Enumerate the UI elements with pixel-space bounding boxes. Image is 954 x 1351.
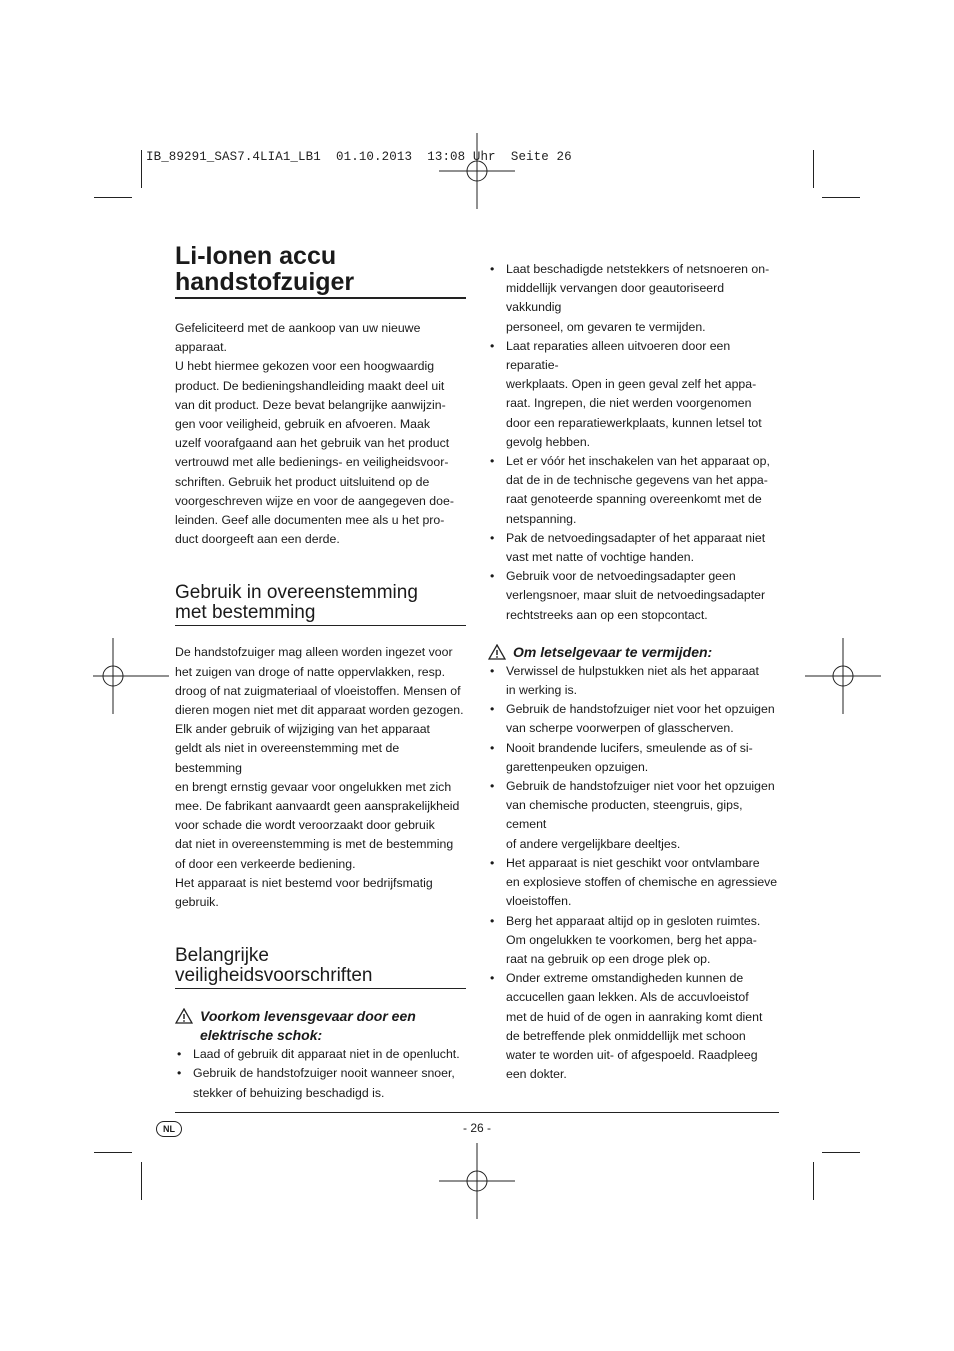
section-heading-intended-use: Gebruik in overeenstemming met bestemming [175,583,466,626]
list-item-line: werkplaats. Open in geen geval zelf het appa- [506,377,757,392]
crop-mark [94,1152,132,1153]
crop-mark [822,197,860,198]
warning-injury: Om letselgevaar te vermijden: [488,643,779,662]
list-item-line: middellijk vervangen door geautoriseerd vakkundig [506,281,725,315]
list-item-line: rechtstreeks aan op een stopcontact. [506,607,708,622]
list-item [488,662,779,700]
print-slug: IB_89291_SAS7.4LIA1_LB1 01.10.2013 13:08 Uhr Seite 26 [146,150,572,164]
list-item-line: met de huid of de ogen in aanraking komt dient [506,1009,763,1024]
registration-mark-top [439,133,515,209]
list-item-line: Om ongelukken te voorkomen, berg het appa- [506,932,757,947]
list-item-line: • Gebruik de handstofzuiger niet voor het opzuigen [506,779,775,794]
page-title: Li-Ionen accu handstofzuiger [175,243,466,299]
list-item [488,739,779,777]
list-item-line: dat de in de technische gegevens van het appa- [506,473,768,488]
list-item-line: • Laad of gebruik dit apparaat niet in de openlucht. [193,1047,460,1062]
list-item-line: garettenpeuken opzuigen. [506,759,649,774]
list-item [488,567,779,625]
list-item-line: van scherpe voorwerpen of glasscherven. [506,721,734,736]
injury-list [488,662,779,1084]
registration-mark-right [805,638,881,714]
list-item-line: in werking is. [506,683,578,698]
list-item-line: door een reparatiewerkplaats, kunnen letsel tot [506,415,762,430]
crop-mark [813,1162,814,1200]
intended-use-paragraph: De handstofzuiger mag alleen worden ingezet voor het zuigen van droge of natte oppervlakken, resp. droog of nat zuigmateriaal of vloeistoffen. Mensen of dieren mogen niet met dit apparaat worden gezogen. Elk ander gebruik of wijziging van het apparaat geldt als niet in overeenstemming met de bestemming en brengt ernstig gevaar voor ongelukken met zich mee. De fabrikant aanvaardt geen aansprakelijkheid voor schade die wordt veroorzaakt door gebruik dat niet in overeenstemming is met de bestemming of door een verkeerde bediening. Het apparaat is niet bestemd voor bedrijfsmatig gebruik. [175,645,464,910]
registration-mark-left [93,638,169,714]
list-item-line: • Laat beschadigde netstekkers of netsnoeren on- [506,262,770,276]
list-item-line: accucellen gaan lekken. Als de accuvloeistof [506,990,749,1005]
list-item-line: • Laat reparaties alleen uitvoeren door een reparatie- [506,338,731,373]
list-item-line: • Nooit brandende lucifers, smeulende as of si- [506,740,753,755]
list-item-line: een dokter. [506,1067,567,1082]
list-item-line: • Berg het apparaat altijd op in gesloten ruimtes. [506,913,761,928]
list-item-line: • Gebruik de handstofzuiger nooit wanneer snoer, [193,1066,455,1081]
list-item-line: vloeistoffen. [506,894,572,909]
left-column [175,243,466,1103]
footer-rule [175,1112,779,1113]
list-item-line: • Pak de netvoedingsadapter of het apparaat niet [506,530,766,545]
warning-triangle-icon [488,644,506,660]
list-item-line: water te worden uit- of afgespoeld. Raadpleeg [506,1047,758,1062]
safety-list-right [488,260,779,625]
list-item-line: • Het apparaat is niet geschikt voor ontvlambare [506,855,760,870]
list-item-line: raat na gebruik op een droge plek op. [506,951,711,966]
crop-mark [141,150,142,188]
registration-mark-bottom [439,1143,515,1219]
list-item-line: en explosieve stoffen of chemische en agressieve [506,875,778,890]
list-item-line: gevolg hebben. [506,434,591,449]
page-number: - 26 - [462,1121,491,1135]
list-item-line: verlengsnoer, maar sluit de netvoedingsadapter [506,588,766,603]
crop-mark [141,1162,142,1200]
list-item-line: • Onder extreme omstandigheden kunnen de [506,971,744,986]
crop-mark [813,150,814,188]
safety-list-left [175,1045,466,1103]
list-item [488,337,779,452]
list-item [175,1064,466,1102]
list-item-line: netspanning. [506,511,577,526]
language-badge: NL [156,1121,182,1137]
list-item [488,260,779,337]
list-item [488,700,779,738]
warning-electric-shock: Voorkom levensgevaar door een elektrische schok: [175,1007,466,1045]
list-item [488,969,779,1084]
list-item [488,529,779,567]
list-item [175,1045,466,1064]
list-item-line: van chemische producten, steengruis, gips, cement [506,798,743,832]
list-item [488,912,779,970]
list-item-line: • Verwissel de hulpstukken niet als het apparaat [506,663,759,678]
crop-mark [94,197,132,198]
list-item-line: personeel, om gevaren te vermijden. [506,319,706,334]
list-item-line: stekker of behuizing beschadigd is. [193,1085,385,1100]
warning-triangle-icon [175,1008,193,1024]
list-item [488,854,779,912]
list-item-line: vast met natte of vochtige handen. [506,550,694,565]
list-item [488,452,779,529]
list-item-line: raat genoteerde spanning overeenkomt met de [506,492,762,507]
right-column [488,260,779,1084]
list-item-line: raat. Ingrepen, die niet werden voorgenomen [506,396,752,411]
crop-mark [822,1152,860,1153]
list-item-line: • Let er vóór het inschakelen van het apparaat op, [506,454,770,469]
intro-paragraph: Gefeliciteerd met de aankoop van uw nieuwe apparaat. U hebt hiermee gekozen voor een hoogwaardig product. De bedieningshandleiding maakt deel uit van dit product. Deze bevat belangrijke aanwijzin- gen voor veiligheid, gebruik en afvoeren. Maak uzelf voorafgaand aan het gebruik van het product vertrouwd met alle bedienings- en veiligheidsvoor- schriften. Gebruik het product uitsluitend op de voorgeschreven wijze en voor de aangegeven doe- leinden. Geef alle documenten mee als u het pro- duct doorgeeft aan een derde. [175,321,454,547]
list-item-line: de betreffende plek onmiddellijk met schoon [506,1028,746,1043]
list-item-line: • Gebruik de handstofzuiger niet voor het opzuigen [506,702,775,717]
list-item-line: of andere vergelijkbare deeltjes. [506,836,681,851]
section-heading-safety: Belangrijke veiligheidsvoorschriften [175,946,466,989]
list-item-line: • Gebruik voor de netvoedingsadapter geen [506,569,736,584]
list-item [488,777,779,854]
